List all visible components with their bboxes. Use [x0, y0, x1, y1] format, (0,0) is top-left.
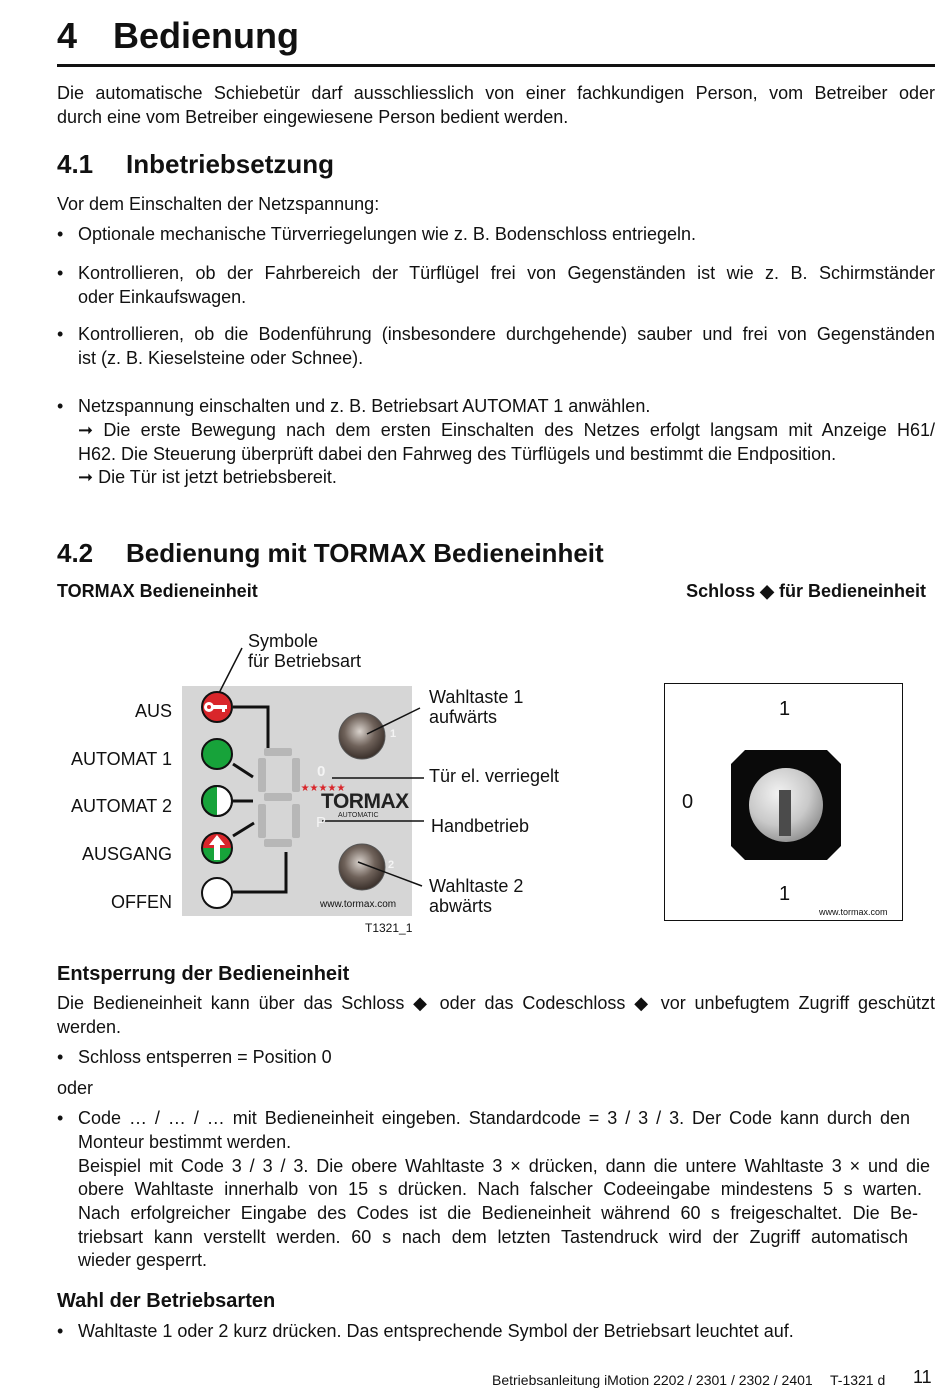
or-text: oder: [57, 1078, 94, 1098]
locked-label: Tür el. verriegelt: [429, 766, 560, 786]
unlock-para: Die Bedieneinheit kann über das Schloss ◆ oder das Codeschloss ◆ vor unbefugtem Zugriff geschützt: [57, 993, 935, 1013]
key2-number: 2: [388, 859, 395, 871]
mode-label-automat1: AUTOMAT 1: [70, 749, 172, 769]
mode-label-ausgang: AUSGANG: [81, 844, 172, 864]
bullet-text: Nach erfolgreicher Eingabe des Codes ist die Bedieneinheit während 60 s freigeschaltet. Die Be-: [78, 1203, 918, 1223]
bullet-text: Kontrollieren, ob der Fahrbereich der Türflügel frei von Gegenständen ist wie z. B. Schirmständer: [78, 263, 935, 283]
manual-label: Handbetrieb: [431, 816, 530, 836]
key2-label: Wahltaste 2: [429, 876, 524, 896]
brand-logo: TORMAX: [321, 790, 409, 813]
bullet-marker: •: [57, 263, 64, 283]
bullet-marker: •: [57, 1047, 64, 1067]
bullet-text: Kontrollieren, ob die Bodenführung (insbesondere durchgehende) sauber und frei von Gegenständen: [78, 324, 935, 344]
modes-title: Wahl der Betriebsarten: [57, 1290, 276, 1312]
intro-line-2: durch eine vom Betreiber eingewiesene Person bedient werden.: [57, 107, 569, 127]
bullet-text: obere Wahltaste innerhalb von 15 s drücken. Nach falscher Codeeingabe mindestens 5 s warten.: [78, 1179, 922, 1199]
figure-id: T1321_1: [365, 921, 413, 935]
mode-label-automat2: AUTOMAT 2: [70, 796, 172, 816]
key1-number: 1: [390, 728, 397, 740]
lock-figure: [664, 683, 903, 921]
bullet-text: Optionale mechanische Türverriegelungen wie z. B. Bodenschloss entriegeln.: [78, 224, 697, 244]
mode-label-aus: AUS: [134, 701, 172, 721]
key1-button: [339, 713, 385, 759]
manual-indicator-label: P: [316, 814, 327, 831]
bullet-text: ist (z. B. Kieselsteine oder Schnee).: [78, 348, 364, 368]
bullet-marker: •: [57, 396, 64, 416]
lock-url: www.tormax.com: [819, 907, 888, 917]
figure-caption-left: TORMAX Bedieneinheit: [57, 581, 258, 601]
key1-label: Wahltaste 1: [429, 687, 524, 707]
unlock-title: Entsperrung der Bedieneinheit: [57, 963, 350, 985]
automat1-symbol-icon: [202, 739, 232, 769]
bullet-marker: •: [57, 324, 64, 344]
bullet-text: triebsart kann verstellt werden. 60 s nach dem letzten Tastendruck wird der Zugriff automatisch: [78, 1227, 908, 1247]
bullet-marker: •: [57, 224, 64, 244]
bullet-text: ➞ Die Tür ist jetzt betriebsbereit.: [78, 467, 337, 487]
offen-symbol-icon: [202, 878, 232, 908]
page-number: 11: [913, 1367, 932, 1387]
figure-caption-right: Schloss ◆ für Bedieneinheit: [686, 581, 926, 601]
brand-stars: ★★★★★: [300, 783, 346, 794]
symbols-label: Symbole: [248, 631, 319, 651]
lock-position-top: 1: [779, 698, 791, 720]
key2-label: abwärts: [429, 896, 493, 916]
section-lead: Vor dem Einschalten der Netzspannung:: [57, 194, 380, 214]
chapter-title: Bedienung: [113, 15, 299, 56]
section-number: 4.2: [57, 538, 94, 568]
section-title: Inbetriebsetzung: [126, 149, 335, 179]
brand-subtitle: AUTOMATIC: [338, 812, 379, 819]
footer-doc-title: Betriebsanleitung iMotion 2202 / 2301 / 2302 / 2401: [492, 1372, 813, 1388]
bullet-text: Schloss entsperren = Position 0: [78, 1047, 332, 1067]
bullet-text: oder Einkaufswagen.: [78, 287, 247, 307]
symbols-label: für Betriebsart: [248, 651, 362, 671]
bullet-text: H62. Die Steuerung überprüft dabei den Fahrweg des Türflügels und bestimmt die Endposition.: [78, 444, 837, 464]
bullet-marker: •: [57, 1108, 64, 1128]
bullet-text: ➞ Die erste Bewegung nach dem ersten Einschalten des Netzes erfolgt langsam mit Anzeige H61/: [78, 420, 935, 440]
footer-doc-code: T-1321 d: [830, 1372, 886, 1388]
section-number: 4.1: [57, 149, 94, 179]
bullet-text: wieder gesperrt.: [78, 1250, 208, 1270]
mode-label-offen: OFFEN: [111, 892, 172, 912]
bullet-text: Wahltaste 1 oder 2 kurz drücken. Das entsprechende Symbol der Betriebsart leuchtet auf.: [78, 1321, 794, 1341]
lock-indicator-label: 0: [317, 763, 326, 780]
panel-url: www.tormax.com: [320, 899, 397, 910]
unlock-para: werden.: [57, 1017, 122, 1037]
bullet-text: Code … / … / … mit Bedieneinheit eingeben. Standardcode = 3 / 3 / 3. Der Code kann durch den: [78, 1108, 910, 1128]
bullet-text: Monteur bestimmt werden.: [78, 1132, 292, 1152]
section-title: Bedienung mit TORMAX Bedieneinheit: [126, 538, 604, 568]
chapter-rule: [57, 64, 935, 67]
control-panel: [182, 686, 412, 916]
intro-line-1: Die automatische Schiebetür darf ausschliesslich von einer fachkundigen Person, vom Betreiber oder: [57, 83, 935, 103]
bullet-text: Netzspannung einschalten und z. B. Betriebsart AUTOMAT 1 anwählen.: [78, 396, 651, 416]
bullet-marker: •: [57, 1321, 64, 1341]
lock-position-bottom: 1: [779, 883, 791, 905]
key2-button: [339, 844, 385, 890]
key-lock-icon: [731, 750, 841, 860]
bullet-text: Beispiel mit Code 3 / 3 / 3. Die obere Wahltaste 3 × drücken, dann die untere Wahltaste 3 × und die: [78, 1156, 930, 1176]
key1-label: aufwärts: [429, 707, 498, 727]
lock-position-left: 0: [682, 791, 694, 813]
chapter-number: 4: [57, 15, 78, 56]
